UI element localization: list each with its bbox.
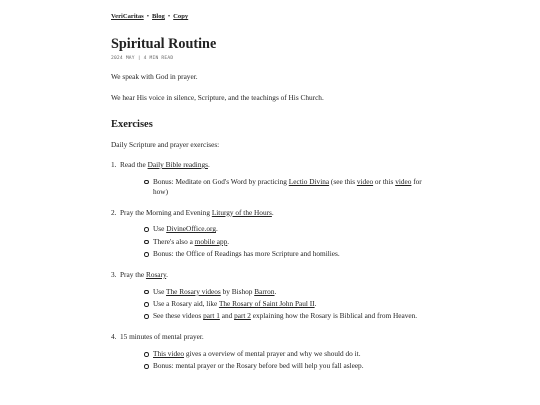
rosary-link[interactable]: Rosary <box>145 269 167 279</box>
text: gives a overview of mental prayer and why we should do it. <box>184 349 361 359</box>
text: Use a Rosary aid, like <box>153 299 219 309</box>
list-item <box>120 361 431 371</box>
intro-paragraph-2: We hear His voice in silence, Scripture, and the teachings of His Church. <box>111 93 324 102</box>
text: . <box>314 299 317 309</box>
text: Bonus: mental prayer or the Rosary before bed will help you fall asleep. <box>153 361 364 371</box>
liturgy-of-the-hours-link[interactable]: Liturgy of the Hours <box>211 207 272 217</box>
sub-list <box>120 224 431 259</box>
list-item <box>120 299 431 309</box>
intro-paragraph-1: We speak with God in prayer. <box>111 72 198 81</box>
this-video-link[interactable]: This video <box>153 349 185 359</box>
rosary-jpii-link[interactable]: The Rosary of Saint John Paul II <box>218 299 315 309</box>
bullet-icon <box>144 252 149 257</box>
text: Bonus: the Office of Readings has more Scripture and homilies. <box>153 249 340 259</box>
exercise-item-4 <box>111 332 431 371</box>
text: See these videos <box>153 311 204 321</box>
breadcrumb-site-link[interactable]: VeriCaritas <box>111 13 144 20</box>
breadcrumb <box>111 13 188 22</box>
bullet-icon <box>144 180 149 185</box>
exercise-item-3 <box>111 270 431 321</box>
exercise-text <box>120 270 431 280</box>
text: . <box>207 160 210 169</box>
bullet-icon <box>144 364 149 369</box>
list-item <box>120 237 431 247</box>
text: Use <box>153 224 167 234</box>
text: and <box>219 311 235 321</box>
breadcrumb-separator: • <box>167 13 171 20</box>
bullet-icon <box>144 290 149 295</box>
text: Use <box>153 286 167 296</box>
barron-link[interactable]: Barron <box>254 286 275 296</box>
video-link-1[interactable]: video <box>356 176 374 186</box>
exercises-intro: Daily Scripture and prayer exercises: <box>111 140 220 149</box>
list-item <box>120 177 431 197</box>
text: . <box>166 269 168 279</box>
breadcrumb-blog-link[interactable]: Blog <box>152 13 165 20</box>
text: . <box>215 224 218 234</box>
rosary-videos-link[interactable]: The Rosary videos <box>166 286 221 296</box>
text: . <box>274 286 277 296</box>
exercise-item-1 <box>111 160 431 197</box>
exercise-number: 3. <box>111 269 117 279</box>
exercise-text: 15 minutes of mental prayer. <box>120 332 204 342</box>
bullet-icon <box>144 352 149 357</box>
lectio-divina-link[interactable]: Lectio Divina <box>288 176 330 186</box>
daily-bible-readings-link[interactable]: Daily Bible readings <box>147 160 208 169</box>
text: Read the <box>120 160 148 169</box>
list-item <box>120 349 431 359</box>
list-item <box>120 224 431 234</box>
list-item <box>120 287 431 297</box>
sub-list <box>120 177 431 197</box>
section-heading-exercises: Exercises <box>111 119 153 130</box>
text: Pray the <box>120 269 146 279</box>
exercise-number: 1. <box>111 160 117 169</box>
sub-list <box>120 349 431 371</box>
sub-list <box>120 287 431 322</box>
bullet-icon <box>144 314 149 319</box>
exercise-number: 4. <box>111 332 117 342</box>
text: . <box>271 207 274 217</box>
divineoffice-link[interactable]: DivineOffice.org <box>166 224 216 234</box>
text: explaining how the Rosary is Biblical and from Heaven. <box>250 311 418 321</box>
list-item <box>120 249 431 259</box>
text: Bonus: Meditate on God's Word by practicing <box>153 176 289 186</box>
text: (see this <box>329 176 357 186</box>
bullet-icon <box>144 302 149 307</box>
exercise-number: 2. <box>111 207 117 217</box>
bullet-icon <box>144 240 149 245</box>
list-item <box>120 311 431 321</box>
video-link-2[interactable]: video <box>395 176 412 186</box>
text: or this <box>373 176 396 186</box>
breadcrumb-separator: • <box>146 13 150 20</box>
text: for how) <box>153 176 422 196</box>
breadcrumb-copy-link[interactable]: Copy <box>173 13 189 20</box>
part-2-link[interactable]: part 2 <box>234 311 251 321</box>
text: There's also a <box>153 236 195 246</box>
exercise-list <box>111 160 431 371</box>
page-title: Spiritual Routine <box>111 36 217 52</box>
mobile-app-link[interactable]: mobile app <box>194 236 228 246</box>
exercise-text <box>120 208 431 218</box>
text: . <box>227 236 230 246</box>
exercise-text <box>120 160 431 170</box>
exercise-item-2 <box>111 208 431 259</box>
text: by Bishop <box>220 286 255 296</box>
part-1-link[interactable]: part 1 <box>203 311 220 321</box>
post-meta: 2024 MAY | 4 MIN READ <box>111 56 174 61</box>
text: Pray the Morning and Evening <box>120 207 212 217</box>
bullet-icon <box>144 227 149 232</box>
